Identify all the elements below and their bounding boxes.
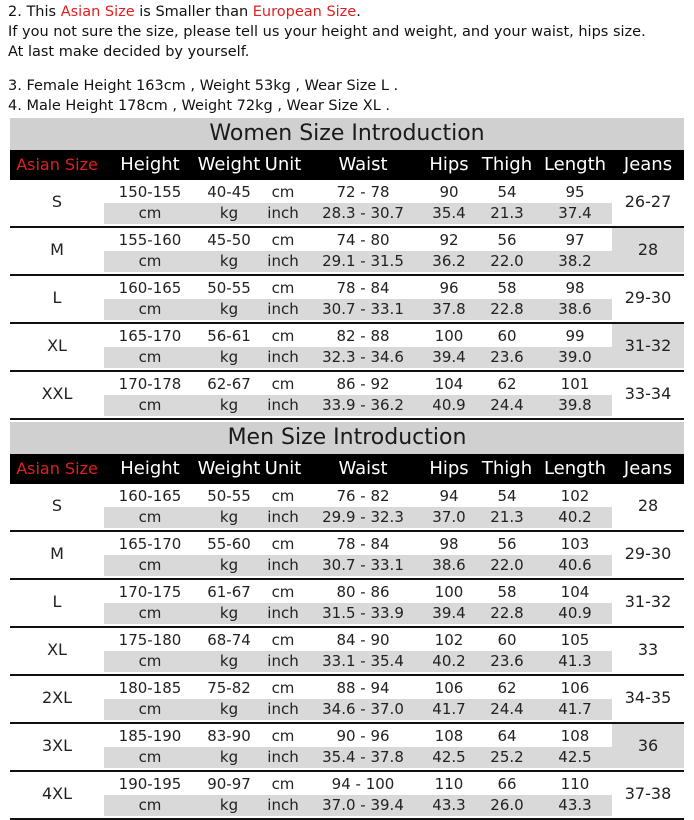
height-cell: 165-170 xyxy=(118,327,182,345)
header-hips: Hips xyxy=(429,458,469,479)
weight-cell: 61-67 xyxy=(207,583,251,601)
thigh-cm-cell: 62 xyxy=(497,375,517,393)
thigh-cm-cell: 60 xyxy=(497,327,517,345)
header-thigh: Thigh xyxy=(481,154,533,175)
hips-in-cell: 42.5 xyxy=(432,748,466,766)
thigh-cm-cell: 64 xyxy=(497,727,517,745)
jeans-cell: 31-32 xyxy=(624,592,672,611)
length-in-cell: 37.4 xyxy=(558,204,592,222)
hips-cm-cell: 110 xyxy=(434,775,464,793)
size-cell: 4XL xyxy=(41,784,73,803)
unit-in-cell: inch xyxy=(267,748,299,766)
thigh-cm-cell: 54 xyxy=(497,183,517,201)
jeans-cell: 36 xyxy=(637,736,659,755)
hips-in-cell: 40.2 xyxy=(432,652,466,670)
weight-unit-cell: kg xyxy=(219,396,239,414)
jeans-cell: 28 xyxy=(637,496,659,515)
header-jeans: Jeans xyxy=(623,458,673,479)
waist-cm-cell: 74 - 80 xyxy=(336,231,390,249)
hips-cm-cell: 92 xyxy=(439,231,459,249)
waist-in-cell: 32.3 - 34.6 xyxy=(322,348,404,366)
header-jeans: Jeans xyxy=(623,154,673,175)
height-unit-cell: cm xyxy=(138,652,162,670)
size-cell: L xyxy=(52,288,62,307)
weight-cell: 62-67 xyxy=(207,375,251,393)
unit-in-cell: inch xyxy=(267,396,299,414)
length-in-cell: 40.6 xyxy=(558,556,592,574)
hips-cm-cell: 90 xyxy=(439,183,459,201)
height-cell: 160-165 xyxy=(118,487,182,505)
height-cell: 155-160 xyxy=(118,231,182,249)
length-cm-cell: 105 xyxy=(560,631,590,649)
size-cell: XXL xyxy=(41,384,73,403)
length-cm-cell: 101 xyxy=(560,375,590,393)
thigh-in-cell: 21.3 xyxy=(490,508,524,526)
table-row xyxy=(10,372,684,420)
thigh-cm-cell: 56 xyxy=(497,231,517,249)
height-unit-cell: cm xyxy=(138,396,162,414)
unit-in-cell: inch xyxy=(267,700,299,718)
unit-in-cell: inch xyxy=(267,508,299,526)
weight-unit-cell: kg xyxy=(219,204,239,222)
unit-cm-cell: cm xyxy=(271,183,295,201)
length-cm-cell: 110 xyxy=(560,775,590,793)
note-decide: At last make decided by yourself. xyxy=(8,44,250,60)
table-row xyxy=(10,484,684,532)
thigh-in-cell: 22.0 xyxy=(490,252,524,270)
men-size-table xyxy=(10,422,684,820)
weight-unit-cell: kg xyxy=(219,508,239,526)
header-thigh: Thigh xyxy=(481,458,533,479)
header-hips: Hips xyxy=(429,154,469,175)
hips-in-cell: 41.7 xyxy=(432,700,466,718)
thigh-in-cell: 22.8 xyxy=(490,604,524,622)
weight-unit-cell: kg xyxy=(219,348,239,366)
unit-cm-cell: cm xyxy=(271,327,295,345)
thigh-cm-cell: 56 xyxy=(497,535,517,553)
unit-cm-cell: cm xyxy=(271,727,295,745)
note-asian-size: 2. This Asian Size is Smaller than European Size. xyxy=(8,4,361,20)
women-table-title: Women Size Introduction xyxy=(10,118,684,150)
waist-in-cell: 29.1 - 31.5 xyxy=(322,252,404,270)
weight-cell: 90-97 xyxy=(207,775,251,793)
size-notes xyxy=(8,2,688,116)
weight-cell: 55-60 xyxy=(207,535,251,553)
jeans-cell: 28 xyxy=(637,240,659,259)
jeans-cell: 33 xyxy=(637,640,659,659)
unit-in-cell: inch xyxy=(267,556,299,574)
waist-in-cell: 33.9 - 36.2 xyxy=(322,396,404,414)
hips-cm-cell: 106 xyxy=(434,679,464,697)
note-unsure: If you not sure the size, please tell us your height and weight, and your waist, hips size. xyxy=(8,24,646,40)
length-cm-cell: 102 xyxy=(560,487,590,505)
length-in-cell: 42.5 xyxy=(558,748,592,766)
thigh-in-cell: 23.6 xyxy=(490,652,524,670)
header-waist: Waist xyxy=(338,458,388,479)
waist-in-cell: 33.1 - 35.4 xyxy=(322,652,404,670)
header-asian-size: Asian Size xyxy=(16,459,98,478)
length-cm-cell: 108 xyxy=(560,727,590,745)
size-cell: 2XL xyxy=(41,688,73,707)
thigh-cm-cell: 60 xyxy=(497,631,517,649)
hips-in-cell: 37.0 xyxy=(432,508,466,526)
waist-cm-cell: 94 - 100 xyxy=(331,775,395,793)
waist-cm-cell: 78 - 84 xyxy=(336,279,390,297)
men-table-header xyxy=(10,454,684,484)
hips-in-cell: 37.8 xyxy=(432,300,466,318)
thigh-in-cell: 22.0 xyxy=(490,556,524,574)
weight-cell: 50-55 xyxy=(207,487,251,505)
waist-cm-cell: 78 - 84 xyxy=(336,535,390,553)
hips-cm-cell: 100 xyxy=(434,583,464,601)
length-cm-cell: 97 xyxy=(565,231,585,249)
weight-unit-cell: kg xyxy=(219,652,239,670)
waist-cm-cell: 86 - 92 xyxy=(336,375,390,393)
header-waist: Waist xyxy=(338,154,388,175)
unit-in-cell: inch xyxy=(267,796,299,814)
thigh-cm-cell: 58 xyxy=(497,279,517,297)
weight-cell: 45-50 xyxy=(207,231,251,249)
length-in-cell: 40.9 xyxy=(558,604,592,622)
unit-in-cell: inch xyxy=(267,204,299,222)
unit-cm-cell: cm xyxy=(271,231,295,249)
women-size-table xyxy=(10,118,684,420)
thigh-cm-cell: 54 xyxy=(497,487,517,505)
weight-cell: 68-74 xyxy=(207,631,251,649)
hips-cm-cell: 96 xyxy=(439,279,459,297)
header-asian-size: Asian Size xyxy=(16,155,98,174)
height-unit-cell: cm xyxy=(138,348,162,366)
thigh-in-cell: 21.3 xyxy=(490,204,524,222)
unit-cm-cell: cm xyxy=(271,583,295,601)
length-in-cell: 41.7 xyxy=(558,700,592,718)
length-in-cell: 38.6 xyxy=(558,300,592,318)
waist-cm-cell: 88 - 94 xyxy=(336,679,390,697)
table-row xyxy=(10,180,684,228)
waist-in-cell: 31.5 - 33.9 xyxy=(322,604,404,622)
height-cell: 165-170 xyxy=(118,535,182,553)
unit-cm-cell: cm xyxy=(271,375,295,393)
hips-in-cell: 35.4 xyxy=(432,204,466,222)
unit-in-cell: inch xyxy=(267,300,299,318)
weight-cell: 56-61 xyxy=(207,327,251,345)
hips-cm-cell: 102 xyxy=(434,631,464,649)
height-cell: 170-178 xyxy=(118,375,182,393)
hips-cm-cell: 104 xyxy=(434,375,464,393)
length-in-cell: 38.2 xyxy=(558,252,592,270)
unit-in-cell: inch xyxy=(267,652,299,670)
height-cell: 170-175 xyxy=(118,583,182,601)
header-height: Height xyxy=(120,154,180,175)
header-height: Height xyxy=(120,458,180,479)
size-cell: XL xyxy=(47,336,67,355)
length-cm-cell: 104 xyxy=(560,583,590,601)
hips-cm-cell: 100 xyxy=(434,327,464,345)
waist-cm-cell: 84 - 90 xyxy=(336,631,390,649)
length-in-cell: 40.2 xyxy=(558,508,592,526)
table-row xyxy=(10,228,684,276)
table-row xyxy=(10,676,684,724)
women-table-body xyxy=(10,180,684,420)
men-table-title: Men Size Introduction xyxy=(10,422,684,454)
size-cell: S xyxy=(51,496,63,515)
waist-cm-cell: 90 - 96 xyxy=(336,727,390,745)
length-in-cell: 39.8 xyxy=(558,396,592,414)
jeans-cell: 26-27 xyxy=(624,192,672,211)
height-unit-cell: cm xyxy=(138,796,162,814)
thigh-cm-cell: 58 xyxy=(497,583,517,601)
thigh-in-cell: 23.6 xyxy=(490,348,524,366)
waist-in-cell: 35.4 - 37.8 xyxy=(322,748,404,766)
waist-cm-cell: 82 - 88 xyxy=(336,327,390,345)
thigh-cm-cell: 66 xyxy=(497,775,517,793)
weight-unit-cell: kg xyxy=(219,796,239,814)
unit-cm-cell: cm xyxy=(271,631,295,649)
weight-cell: 50-55 xyxy=(207,279,251,297)
size-cell: M xyxy=(50,544,64,563)
table-row xyxy=(10,532,684,580)
height-cell: 180-185 xyxy=(118,679,182,697)
weight-cell: 83-90 xyxy=(207,727,251,745)
hips-in-cell: 39.4 xyxy=(432,604,466,622)
table-row xyxy=(10,772,684,820)
thigh-cm-cell: 62 xyxy=(497,679,517,697)
length-in-cell: 39.0 xyxy=(558,348,592,366)
header-length: Length xyxy=(543,458,607,479)
unit-cm-cell: cm xyxy=(271,279,295,297)
waist-cm-cell: 76 - 82 xyxy=(336,487,390,505)
unit-cm-cell: cm xyxy=(271,679,295,697)
unit-in-cell: inch xyxy=(267,348,299,366)
size-cell: 3XL xyxy=(41,736,73,755)
header-weight: Weight xyxy=(197,154,261,175)
length-cm-cell: 98 xyxy=(565,279,585,297)
weight-unit-cell: kg xyxy=(219,252,239,270)
waist-in-cell: 34.6 - 37.0 xyxy=(322,700,404,718)
header-weight: Weight xyxy=(197,458,261,479)
hips-in-cell: 38.6 xyxy=(432,556,466,574)
jeans-cell: 31-32 xyxy=(624,336,672,355)
height-unit-cell: cm xyxy=(138,204,162,222)
weight-unit-cell: kg xyxy=(219,700,239,718)
hips-cm-cell: 108 xyxy=(434,727,464,745)
header-unit: Unit xyxy=(264,458,302,479)
jeans-cell: 33-34 xyxy=(624,384,672,403)
waist-in-cell: 37.0 - 39.4 xyxy=(322,796,404,814)
size-cell: M xyxy=(50,240,64,259)
height-cell: 150-155 xyxy=(118,183,182,201)
waist-cm-cell: 72 - 78 xyxy=(336,183,390,201)
size-cell: S xyxy=(51,192,63,211)
height-unit-cell: cm xyxy=(138,556,162,574)
note-female-example: 3. Female Height 163cm , Weight 53kg , Wear Size L . xyxy=(8,78,399,94)
header-length: Length xyxy=(543,154,607,175)
height-unit-cell: cm xyxy=(138,700,162,718)
weight-unit-cell: kg xyxy=(219,748,239,766)
unit-in-cell: inch xyxy=(267,604,299,622)
waist-cm-cell: 80 - 86 xyxy=(336,583,390,601)
weight-unit-cell: kg xyxy=(219,604,239,622)
jeans-cell: 29-30 xyxy=(624,288,672,307)
waist-in-cell: 30.7 - 33.1 xyxy=(322,300,404,318)
weight-unit-cell: kg xyxy=(219,300,239,318)
unit-in-cell: inch xyxy=(267,252,299,270)
thigh-in-cell: 24.4 xyxy=(490,700,524,718)
jeans-cell: 34-35 xyxy=(624,688,672,707)
length-cm-cell: 103 xyxy=(560,535,590,553)
jeans-cell: 37-38 xyxy=(624,784,672,803)
height-unit-cell: cm xyxy=(138,300,162,318)
height-cell: 185-190 xyxy=(118,727,182,745)
unit-cm-cell: cm xyxy=(271,775,295,793)
weight-cell: 40-45 xyxy=(207,183,251,201)
height-cell: 175-180 xyxy=(118,631,182,649)
unit-cm-cell: cm xyxy=(271,535,295,553)
note-male-example: 4. Male Height 178cm , Weight 72kg , Wear Size XL . xyxy=(8,98,391,114)
thigh-in-cell: 22.8 xyxy=(490,300,524,318)
table-row xyxy=(10,628,684,676)
thigh-in-cell: 25.2 xyxy=(490,748,524,766)
waist-in-cell: 30.7 - 33.1 xyxy=(322,556,404,574)
hips-in-cell: 40.9 xyxy=(432,396,466,414)
header-unit: Unit xyxy=(264,154,302,175)
hips-cm-cell: 94 xyxy=(439,487,459,505)
weight-cell: 75-82 xyxy=(207,679,251,697)
table-row xyxy=(10,276,684,324)
length-cm-cell: 106 xyxy=(560,679,590,697)
hips-in-cell: 36.2 xyxy=(432,252,466,270)
hips-in-cell: 39.4 xyxy=(432,348,466,366)
jeans-cell: 29-30 xyxy=(624,544,672,563)
length-cm-cell: 95 xyxy=(565,183,585,201)
table-row xyxy=(10,724,684,772)
hips-cm-cell: 98 xyxy=(439,535,459,553)
hips-in-cell: 43.3 xyxy=(432,796,466,814)
length-in-cell: 43.3 xyxy=(558,796,592,814)
table-row xyxy=(10,324,684,372)
length-cm-cell: 99 xyxy=(565,327,585,345)
men-table-body xyxy=(10,484,684,820)
waist-in-cell: 28.3 - 30.7 xyxy=(322,204,404,222)
table-row xyxy=(10,580,684,628)
unit-cm-cell: cm xyxy=(271,487,295,505)
height-unit-cell: cm xyxy=(138,508,162,526)
length-in-cell: 41.3 xyxy=(558,652,592,670)
thigh-in-cell: 26.0 xyxy=(490,796,524,814)
waist-in-cell: 29.9 - 32.3 xyxy=(322,508,404,526)
height-unit-cell: cm xyxy=(138,748,162,766)
size-cell: L xyxy=(52,592,62,611)
height-unit-cell: cm xyxy=(138,604,162,622)
height-unit-cell: cm xyxy=(138,252,162,270)
height-cell: 160-165 xyxy=(118,279,182,297)
women-table-header xyxy=(10,150,684,180)
height-cell: 190-195 xyxy=(118,775,182,793)
weight-unit-cell: kg xyxy=(219,556,239,574)
thigh-in-cell: 24.4 xyxy=(490,396,524,414)
size-cell: XL xyxy=(47,640,67,659)
